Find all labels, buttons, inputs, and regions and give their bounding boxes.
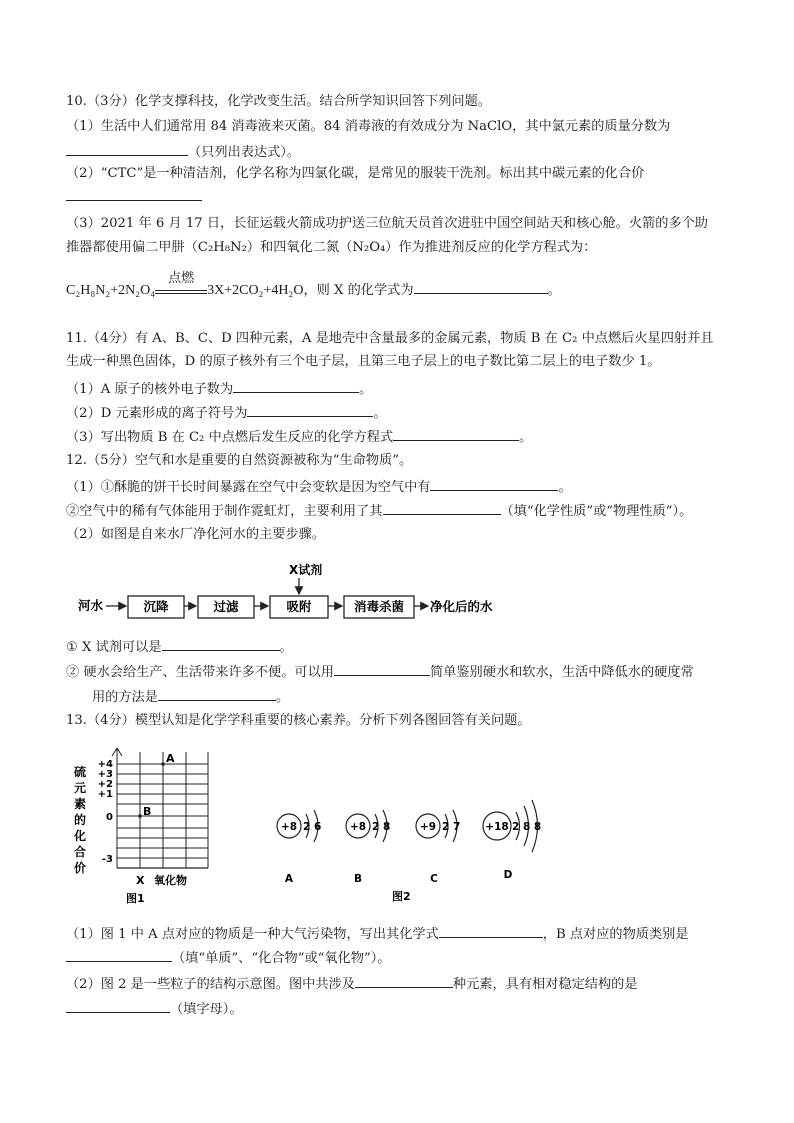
q10-part1-text: （1）生活中人们通常用 84 消毒液来灭菌。84 消毒液的有效成分为 NaClO，其中氯元素的质量分数为 [66, 119, 671, 134]
answer-blank[interactable] [439, 923, 543, 938]
q12-part1-2: ②空气中的稀有气体能用于制作霓虹灯，主要利用了其 （填“化学性质”或“物理性质”）。 [66, 500, 692, 522]
figure2-caption: 图2 [392, 890, 411, 903]
flow-step-sedimentation: 沉降 [143, 599, 169, 614]
atom-c-label: C [430, 873, 438, 885]
answer-blank[interactable] [66, 141, 188, 156]
flow-step-purified-water: 净化后的水 [430, 599, 493, 614]
q12-sub2: ② 硬水会给生产、生活带来许多不便。可以用 简单鉴别硬水和软水，生活中降低水的硬度常 [66, 661, 694, 683]
flow-step-river-water: 河水 [78, 598, 104, 613]
q10-part2-answer-line [66, 186, 202, 208]
figure1-label-b: B [143, 805, 152, 818]
svg-text:+4: +4 [97, 759, 113, 770]
answer-blank[interactable] [162, 636, 280, 651]
svg-text:+2: +2 [97, 779, 113, 790]
flow-reagent-label: X试剂 [289, 563, 323, 577]
figure2-atom-structures [262, 770, 552, 905]
figure1-caption: 图1 [126, 892, 145, 905]
atom-b-shells: 2 8 [372, 821, 391, 833]
reaction-condition: 点燃 [155, 282, 207, 294]
q12-part1: （1）①酥脆的饼干长时间暴露在空气中会变软是因为空气中有 。 [66, 476, 572, 498]
answer-blank[interactable] [66, 947, 172, 962]
water-treatment-flowchart [66, 558, 536, 628]
answer-blank[interactable] [233, 378, 359, 393]
atom-d-label: D [503, 869, 513, 881]
atom-a-shells: 2 6 [303, 821, 322, 833]
svg-text:化: 化 [74, 829, 87, 843]
figure1-valence-chart [66, 740, 226, 910]
q11-part2: （2）D 元素形成的离子符号为 。 [66, 402, 387, 424]
q12-sub2-2: 用的方法是 。 [92, 686, 289, 708]
q13-part1: （1）图 1 中 A 点对应的物质是一种大气污染物，写出其化学式 ，B 点对应的物质类别是 [66, 923, 689, 945]
q11-heading-2: 生成一种黑色固体，D 的原子核外有三个电子层，且第三电子层上的电子数比第二层上的电子数少 1。 [66, 354, 661, 369]
answer-blank[interactable] [247, 402, 373, 417]
figure1-xlabel-x: X [136, 874, 145, 887]
figure1-xlabel-oxide: 氧化物 [154, 874, 187, 887]
atom-d-nucleus: +18 [485, 821, 509, 833]
atom-a-label: A [284, 873, 294, 885]
answer-blank[interactable] [355, 973, 453, 988]
figure1-grid [112, 748, 208, 868]
q13-part2: （2）图 2 是一些粒子的结构示意图。图中共涉及 种元素，具有相对稳定结构的是 [66, 973, 638, 995]
q13-heading: 13.（4分）模型认知是化学学科重要的核心素养。分析下列各图回答有关问题。 [66, 713, 531, 728]
svg-text:元: 元 [74, 781, 87, 795]
q13-part2-2: （填字母）。 [66, 998, 243, 1020]
q12-part2: （2）如图是自来水厂净化河水的主要步骤。 [66, 527, 325, 542]
atom-c-nucleus: +9 [419, 821, 437, 833]
answer-blank[interactable] [66, 186, 202, 201]
answer-blank[interactable] [158, 686, 276, 701]
q10-part2-text: （2）“CTC”是一种清洁剂，化学名称为四氯化碳，是常见的服装干洗剂。标出其中碳元素的化合价 [66, 166, 645, 181]
svg-text:+3: +3 [97, 769, 113, 780]
svg-text:价: 价 [74, 861, 87, 875]
q11-part1: （1）A 原子的核外电子数为 。 [66, 378, 372, 400]
figure1-ticks [98, 759, 113, 865]
figure1-ylabel [73, 764, 86, 875]
q10-heading: 10.（3分）化学支撑科技，化学改变生活。结合所学知识回答下列问题。 [66, 94, 491, 109]
svg-text:硫: 硫 [74, 765, 87, 779]
atom-b-label: B [353, 873, 363, 885]
atom-a-nucleus: +8 [280, 821, 298, 833]
q11-heading: 11.（4分）有 A、B、C、D 四种元素，A 是地壳中含量最多的金属元素，物质 B 在 C₂ 中点燃后火星四射并且 [66, 331, 714, 346]
q12-heading: 12.（5分）空气和水是重要的自然资源被称为“生命物质”。 [66, 453, 413, 468]
answer-blank[interactable] [430, 476, 558, 491]
answer-blank[interactable] [393, 426, 519, 441]
svg-text:合: 合 [74, 845, 87, 859]
figure1-point-b [138, 814, 142, 818]
q11-part3: （3）写出物质 B 在 C₂ 中点燃后发生反应的化学方程式 。 [66, 426, 532, 448]
answer-blank[interactable] [383, 500, 501, 515]
answer-blank[interactable] [66, 998, 170, 1013]
atom-b-nucleus: +8 [349, 821, 367, 833]
flow-step-disinfection: 消毒杀菌 [353, 599, 405, 614]
answer-blank[interactable] [414, 279, 548, 294]
figure1-label-a: A [166, 752, 175, 765]
q10-part3-text-2: 推器都使用偏二甲肼（C₂H₈N₂）和四氧化二氮（N₂O₄）作为推进剂反应的化学方程式为： [66, 240, 597, 255]
atom-d-shells: 2 8 8 [512, 821, 542, 833]
flow-step-filtration: 过滤 [213, 599, 239, 614]
q10-part3-text: （3）2021 年 6 月 17 日，长征运载火箭成功护送三位航天员首次进驻中国空间站天和核心舱。火箭的多个助 [66, 216, 708, 231]
svg-text:-3: -3 [101, 854, 113, 865]
answer-blank[interactable] [334, 661, 430, 676]
atom-c-shells: 2 7 [442, 821, 461, 833]
flow-step-adsorption: 吸附 [286, 599, 312, 614]
q12-sub1: ① X 试剂可以是 。 [66, 636, 293, 658]
svg-text:+1: +1 [97, 789, 113, 800]
svg-text:的: 的 [74, 813, 87, 827]
q13-part1-2: （填“单质”、“化合物”或“氧化物”）。 [66, 947, 390, 969]
chemical-equation: C₂H₈N₂+2N₂O₄ 点燃 3X+2CO₂+4H₂O，则 X 的化学式为 。 [66, 270, 561, 298]
q10-part1-answer-line: （只列出表达式）。 [66, 141, 300, 163]
svg-text:素: 素 [74, 797, 87, 811]
svg-text:0: 0 [106, 812, 113, 823]
figure1-point-a [161, 762, 165, 766]
